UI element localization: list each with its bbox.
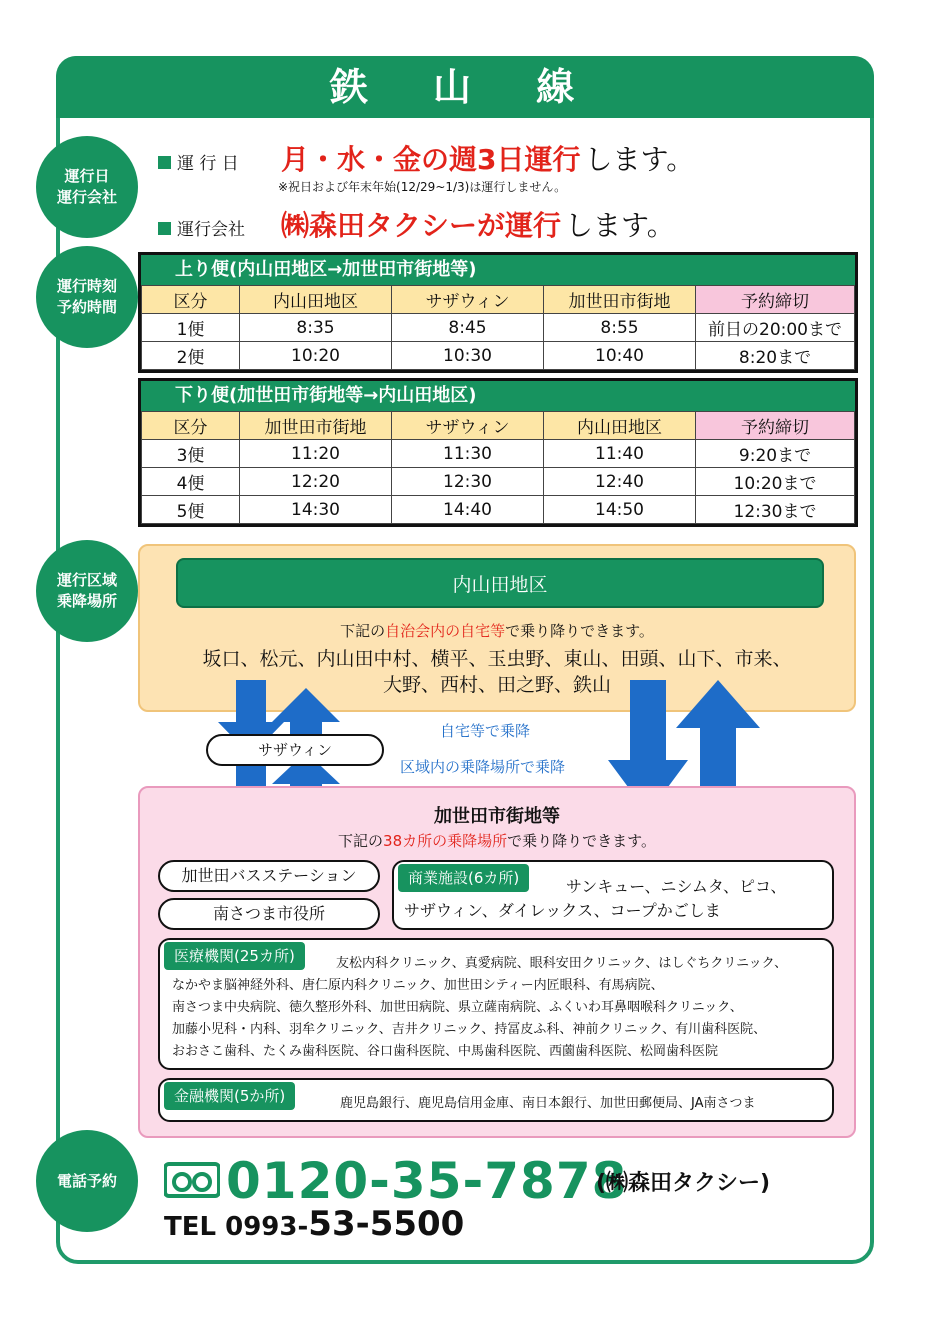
page-title: 鉄 山 線 — [56, 56, 874, 118]
down-schedule-table — [138, 378, 858, 527]
section-label: 電話予約 — [56, 1171, 117, 1190]
holiday-note: ※祝日および年末年始(12/29~1/3)は運行しません。 — [278, 180, 567, 194]
note-highlight: 自治会内の自宅等 — [385, 622, 506, 640]
sazawin-stop-pill: サザウィン — [206, 734, 384, 766]
note-highlight: 38カ所の乗降場所 — [383, 832, 508, 850]
table-cell: 9:20まで — [696, 440, 855, 468]
note-text: 下記の — [338, 832, 384, 850]
up-schedule-table — [138, 252, 858, 373]
table-header: 区分 — [142, 286, 240, 314]
commercial-line: サンキュー、ニシムタ、ピコ、 — [566, 877, 787, 896]
bus-station-pill: 加世田バスステーション — [158, 860, 380, 892]
section-schedule-circle — [36, 246, 138, 348]
company-name: (㈱森田タクシー) — [596, 1171, 771, 1196]
table-cell: 14:30 — [240, 496, 392, 524]
table-row — [142, 496, 855, 524]
table-cell: 12:30まで — [696, 496, 855, 524]
places-line: 坂口、松元、内山田中村、横平、玉虫野、東山、田頭、山下、市来、 — [202, 648, 792, 670]
section-operation-circle — [36, 136, 138, 238]
table-cell: 10:30 — [392, 342, 544, 370]
table-cell: 11:30 — [392, 440, 544, 468]
down-schedule-title: 下り便(加世田市街地等→内山田地区) — [141, 381, 855, 411]
table-cell: 1便 — [142, 314, 240, 342]
table-cell: 8:55 — [544, 314, 696, 342]
table-row — [142, 314, 855, 342]
section-label: 予約時間 — [56, 298, 117, 316]
table-header: 区分 — [142, 412, 240, 440]
operation-day-tail: します。 — [584, 143, 695, 176]
table-header: 予約締切 — [696, 286, 855, 314]
table-cell: 14:50 — [544, 496, 696, 524]
operator-tail: します。 — [565, 209, 675, 242]
note-text: 下記の — [340, 622, 386, 640]
uchiyamada-note — [138, 620, 856, 641]
table-cell: 11:40 — [544, 440, 696, 468]
square-bullet-icon — [158, 156, 171, 169]
operation-day-row — [158, 138, 694, 178]
table-cell: 8:20まで — [696, 342, 855, 370]
square-bullet-icon — [158, 222, 171, 235]
freedial-number: 0120-35-7878 — [226, 1152, 628, 1210]
section-phone-circle — [36, 1130, 138, 1232]
section-label: 運行日 — [64, 167, 110, 185]
table-cell: 12:40 — [544, 468, 696, 496]
finance-line: 鹿児島銀行、鹿児島信用金庫、南日本銀行、加世田郵便局、JA南さつま — [340, 1096, 756, 1111]
tel-main: 53-5500 — [308, 1204, 465, 1244]
commercial-tag: 商業施設(6カ所) — [398, 864, 529, 892]
table-cell: 3便 — [142, 440, 240, 468]
section-label: 運行会社 — [56, 188, 117, 206]
places-line: 大野、西村、田之野、鉄山 — [382, 674, 611, 696]
table-cell: 4便 — [142, 468, 240, 496]
medical-line: 南さつま中央病院、徳久整形外科、加世田病院、県立薩南病院、ふくいわ耳鼻咽喉科クリニック、 — [172, 1000, 743, 1015]
stop-pickup-label: 区域内の乗降場所で乗降 — [400, 758, 566, 776]
operation-day-value: 月・水・金の週3日運行 — [281, 143, 581, 176]
section-label: 運行区域 — [56, 571, 117, 589]
note-text: で乗り降りできます。 — [507, 832, 656, 850]
tel-prefix: TEL 0993- — [164, 1212, 309, 1242]
note-text: で乗り降りできます。 — [505, 622, 654, 640]
table-cell: 前日の20:00まで — [696, 314, 855, 342]
section-area-circle — [36, 540, 138, 642]
table-cell: 8:45 — [392, 314, 544, 342]
table-cell: 12:20 — [240, 468, 392, 496]
tel-number — [164, 1204, 464, 1244]
medical-line: 加藤小児科・内科、羽牟クリニック、吉井クリニック、持冨皮ふ科、神前クリニック、有川歯科医院、 — [172, 1022, 767, 1037]
table-cell: 5便 — [142, 496, 240, 524]
table-header: 内山田地区 — [544, 412, 696, 440]
finance-tag: 金融機関(5か所) — [164, 1082, 295, 1110]
city-hall-pill: 南さつま市役所 — [158, 898, 380, 930]
operator-row — [158, 204, 675, 244]
table-header: サザウィン — [392, 286, 544, 314]
freedial-icon — [164, 1162, 220, 1200]
section-label: 乗降場所 — [56, 592, 117, 610]
table-cell: 11:20 — [240, 440, 392, 468]
table-cell: 8:35 — [240, 314, 392, 342]
section-label: 運行時刻 — [56, 277, 117, 295]
home-pickup-label: 自宅等で乗降 — [440, 722, 531, 740]
table-cell: 10:20 — [240, 342, 392, 370]
operator-value: ㈱森田タクシーが運行 — [281, 209, 562, 242]
table-header: 内山田地区 — [240, 286, 392, 314]
table-row — [142, 342, 855, 370]
table-row — [142, 440, 855, 468]
table-header: サザウィン — [392, 412, 544, 440]
table-cell: 14:40 — [392, 496, 544, 524]
kaseda-title: 加世田市街地等 — [434, 806, 560, 827]
table-row — [142, 468, 855, 496]
medical-line: 友松内科クリニック、真愛病院、眼科安田クリニック、はしぐちクリニック、 — [336, 956, 788, 971]
up-schedule-title: 上り便(内山田地区→加世田市街地等) — [141, 255, 855, 285]
uchiyamada-title: 内山田地区 — [176, 558, 824, 608]
table-cell: 10:40 — [544, 342, 696, 370]
table-cell: 12:30 — [392, 468, 544, 496]
commercial-line: サザウィン、ダイレックス、コープかごしま — [404, 901, 721, 920]
table-cell: 10:20まで — [696, 468, 855, 496]
operation-day-label: 運 行 日 — [177, 154, 239, 174]
medical-line: なかやま脳神経外科、唐仁原内科クリニック、加世田シティー内匠眼科、有馬病院、 — [172, 978, 664, 993]
table-header: 予約締切 — [696, 412, 855, 440]
operator-label: 運行会社 — [177, 220, 245, 240]
table-cell: 2便 — [142, 342, 240, 370]
table-header: 加世田市街地 — [544, 286, 696, 314]
kaseda-note — [138, 830, 856, 851]
medical-tag: 医療機関(25カ所) — [164, 942, 305, 970]
table-header: 加世田市街地 — [240, 412, 392, 440]
medical-line: おおさこ歯科、たくみ歯科医院、谷口歯科医院、中馬歯科医院、西薗歯科医院、松岡歯科医院 — [172, 1044, 719, 1059]
